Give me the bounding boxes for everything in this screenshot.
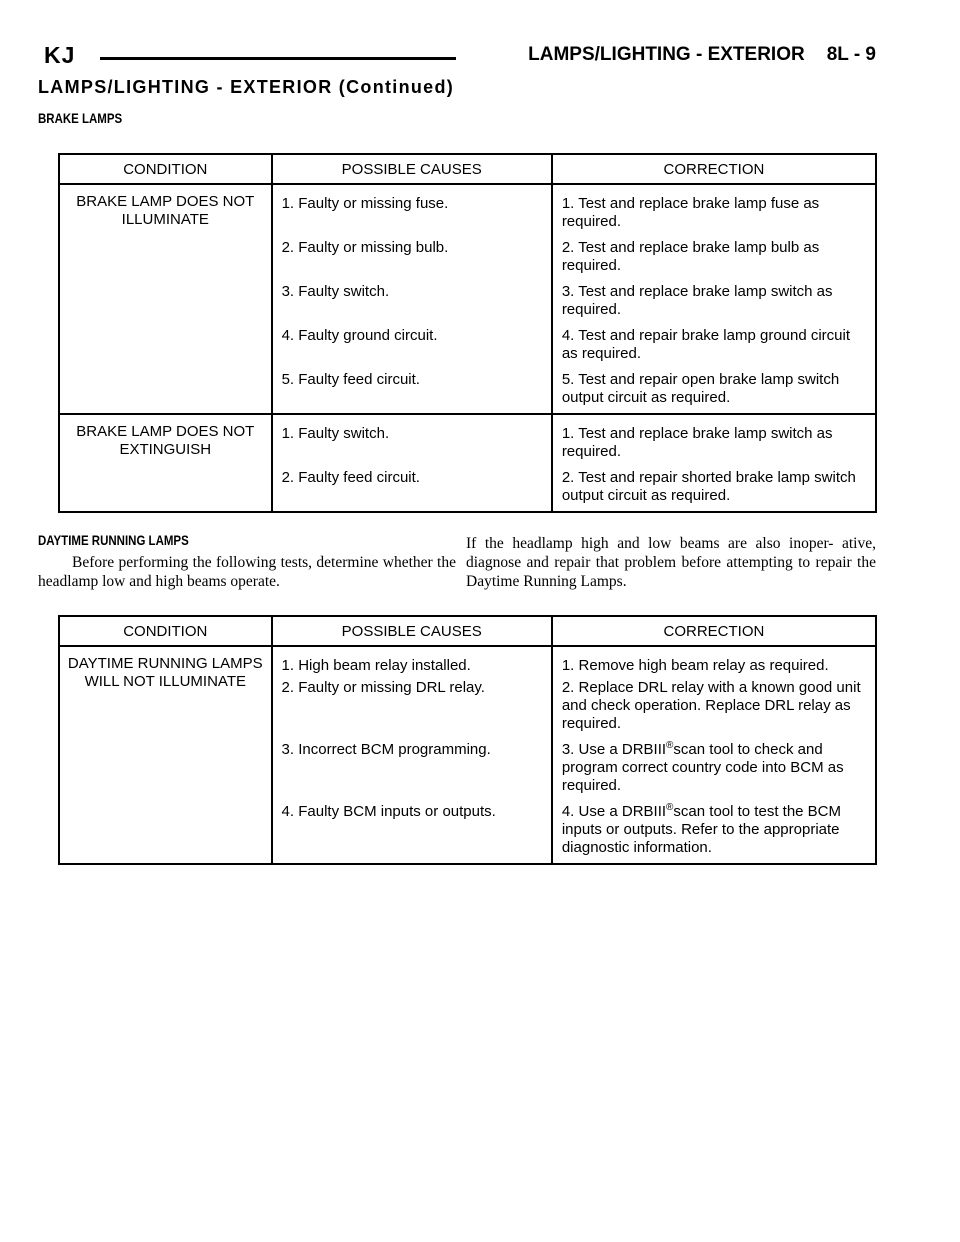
drl-paragraph-left: Before performing the following tests, determine whether the headlamp low and high beams operate. bbox=[38, 554, 456, 590]
correction-cell: 1. Remove high beam relay as required. bbox=[552, 646, 876, 675]
correction-cell: 2. Test and replace brake lamp bulb as required. bbox=[552, 231, 876, 275]
cause-cell: 4. Faulty BCM inputs or outputs. bbox=[272, 795, 552, 864]
cause-cell: 5. Faulty feed circuit. bbox=[272, 363, 552, 414]
registered-mark: ® bbox=[666, 740, 674, 751]
drl-table bbox=[58, 615, 877, 865]
header-model-code: KJ bbox=[44, 42, 76, 68]
correction-cell: 2. Replace DRL relay with a known good unit and check operation. Replace DRL relay as required. bbox=[552, 675, 876, 733]
registered-mark: ® bbox=[666, 802, 674, 813]
cause-cell: 1. Faulty switch. bbox=[272, 414, 552, 461]
column-header-correction: CORRECTION bbox=[552, 616, 876, 646]
table-header-row bbox=[59, 154, 876, 184]
correction-text-start: 3. Use a DRBIII bbox=[561, 741, 667, 758]
header-page-number: 8L - 9 bbox=[826, 44, 876, 65]
cause-cell: 3. Incorrect BCM programming. bbox=[272, 733, 552, 795]
correction-text-end: scan tool to test the BCM inputs or outputs. Refer to the appropriate diagnostic information. bbox=[561, 803, 841, 856]
drl-paragraph-right: If the headlamp high and low beams are also inoper- ative, diagnose and repair that problem before attempting to repair the Daytime Running Lamps. bbox=[466, 535, 876, 590]
table-row bbox=[59, 184, 876, 231]
table-header-row bbox=[59, 616, 876, 646]
condition-cell: BRAKE LAMP DOES NOT ILLUMINATE bbox=[59, 184, 272, 414]
page-header bbox=[44, 42, 876, 72]
column-header-possible-causes: POSSIBLE CAUSES bbox=[272, 154, 552, 184]
column-header-condition: CONDITION bbox=[59, 154, 272, 184]
correction-cell: 1. Test and replace brake lamp fuse as required. bbox=[552, 184, 876, 231]
drl-heading: DAYTIME RUNNING LAMPS bbox=[38, 532, 189, 548]
cause-cell: 2. Faulty or missing bulb. bbox=[272, 231, 552, 275]
correction-cell: 2. Test and repair shorted brake lamp switch output circuit as required. bbox=[552, 461, 876, 512]
cause-cell: 2. Faulty feed circuit. bbox=[272, 461, 552, 512]
correction-cell: 1. Test and replace brake lamp switch as required. bbox=[552, 414, 876, 461]
correction-cell: 5. Test and repair open brake lamp switch output circuit as required. bbox=[552, 363, 876, 414]
continued-title: LAMPS/LIGHTING - EXTERIOR (Continued) bbox=[38, 77, 455, 97]
correction-text-end: scan tool to check and program correct country code into BCM as required. bbox=[561, 741, 844, 794]
drl-intro-left bbox=[38, 553, 456, 591]
column-header-possible-causes: POSSIBLE CAUSES bbox=[272, 616, 552, 646]
table-row bbox=[59, 414, 876, 461]
header-right bbox=[528, 44, 876, 66]
brake-lamps-heading: BRAKE LAMPS bbox=[38, 110, 123, 126]
cause-cell: 3. Faulty switch. bbox=[272, 275, 552, 319]
cause-cell: 4. Faulty ground circuit. bbox=[272, 319, 552, 363]
correction-cell bbox=[552, 733, 876, 795]
column-header-correction: CORRECTION bbox=[552, 154, 876, 184]
correction-cell bbox=[552, 795, 876, 864]
cause-cell: 1. High beam relay installed. bbox=[272, 646, 552, 675]
condition-cell: DAYTIME RUNNING LAMPS WILL NOT ILLUMINATE bbox=[67, 655, 263, 690]
column-header-condition: CONDITION bbox=[59, 616, 272, 646]
header-rule bbox=[100, 57, 456, 60]
correction-cell: 4. Test and repair brake lamp ground circuit as required. bbox=[552, 319, 876, 363]
condition-cell: BRAKE LAMP DOES NOT EXTINGUISH bbox=[76, 423, 255, 458]
correction-cell: 3. Test and replace brake lamp switch as required. bbox=[552, 275, 876, 319]
header-section-title: LAMPS/LIGHTING - EXTERIOR bbox=[528, 44, 805, 65]
cause-cell: 1. Faulty or missing fuse. bbox=[272, 184, 552, 231]
cause-cell: 2. Faulty or missing DRL relay. bbox=[272, 675, 552, 733]
correction-text-start: 4. Use a DRBIII bbox=[561, 803, 667, 820]
table-row bbox=[59, 646, 876, 675]
brake-lamps-table bbox=[58, 153, 877, 513]
drl-intro-right bbox=[466, 534, 876, 591]
